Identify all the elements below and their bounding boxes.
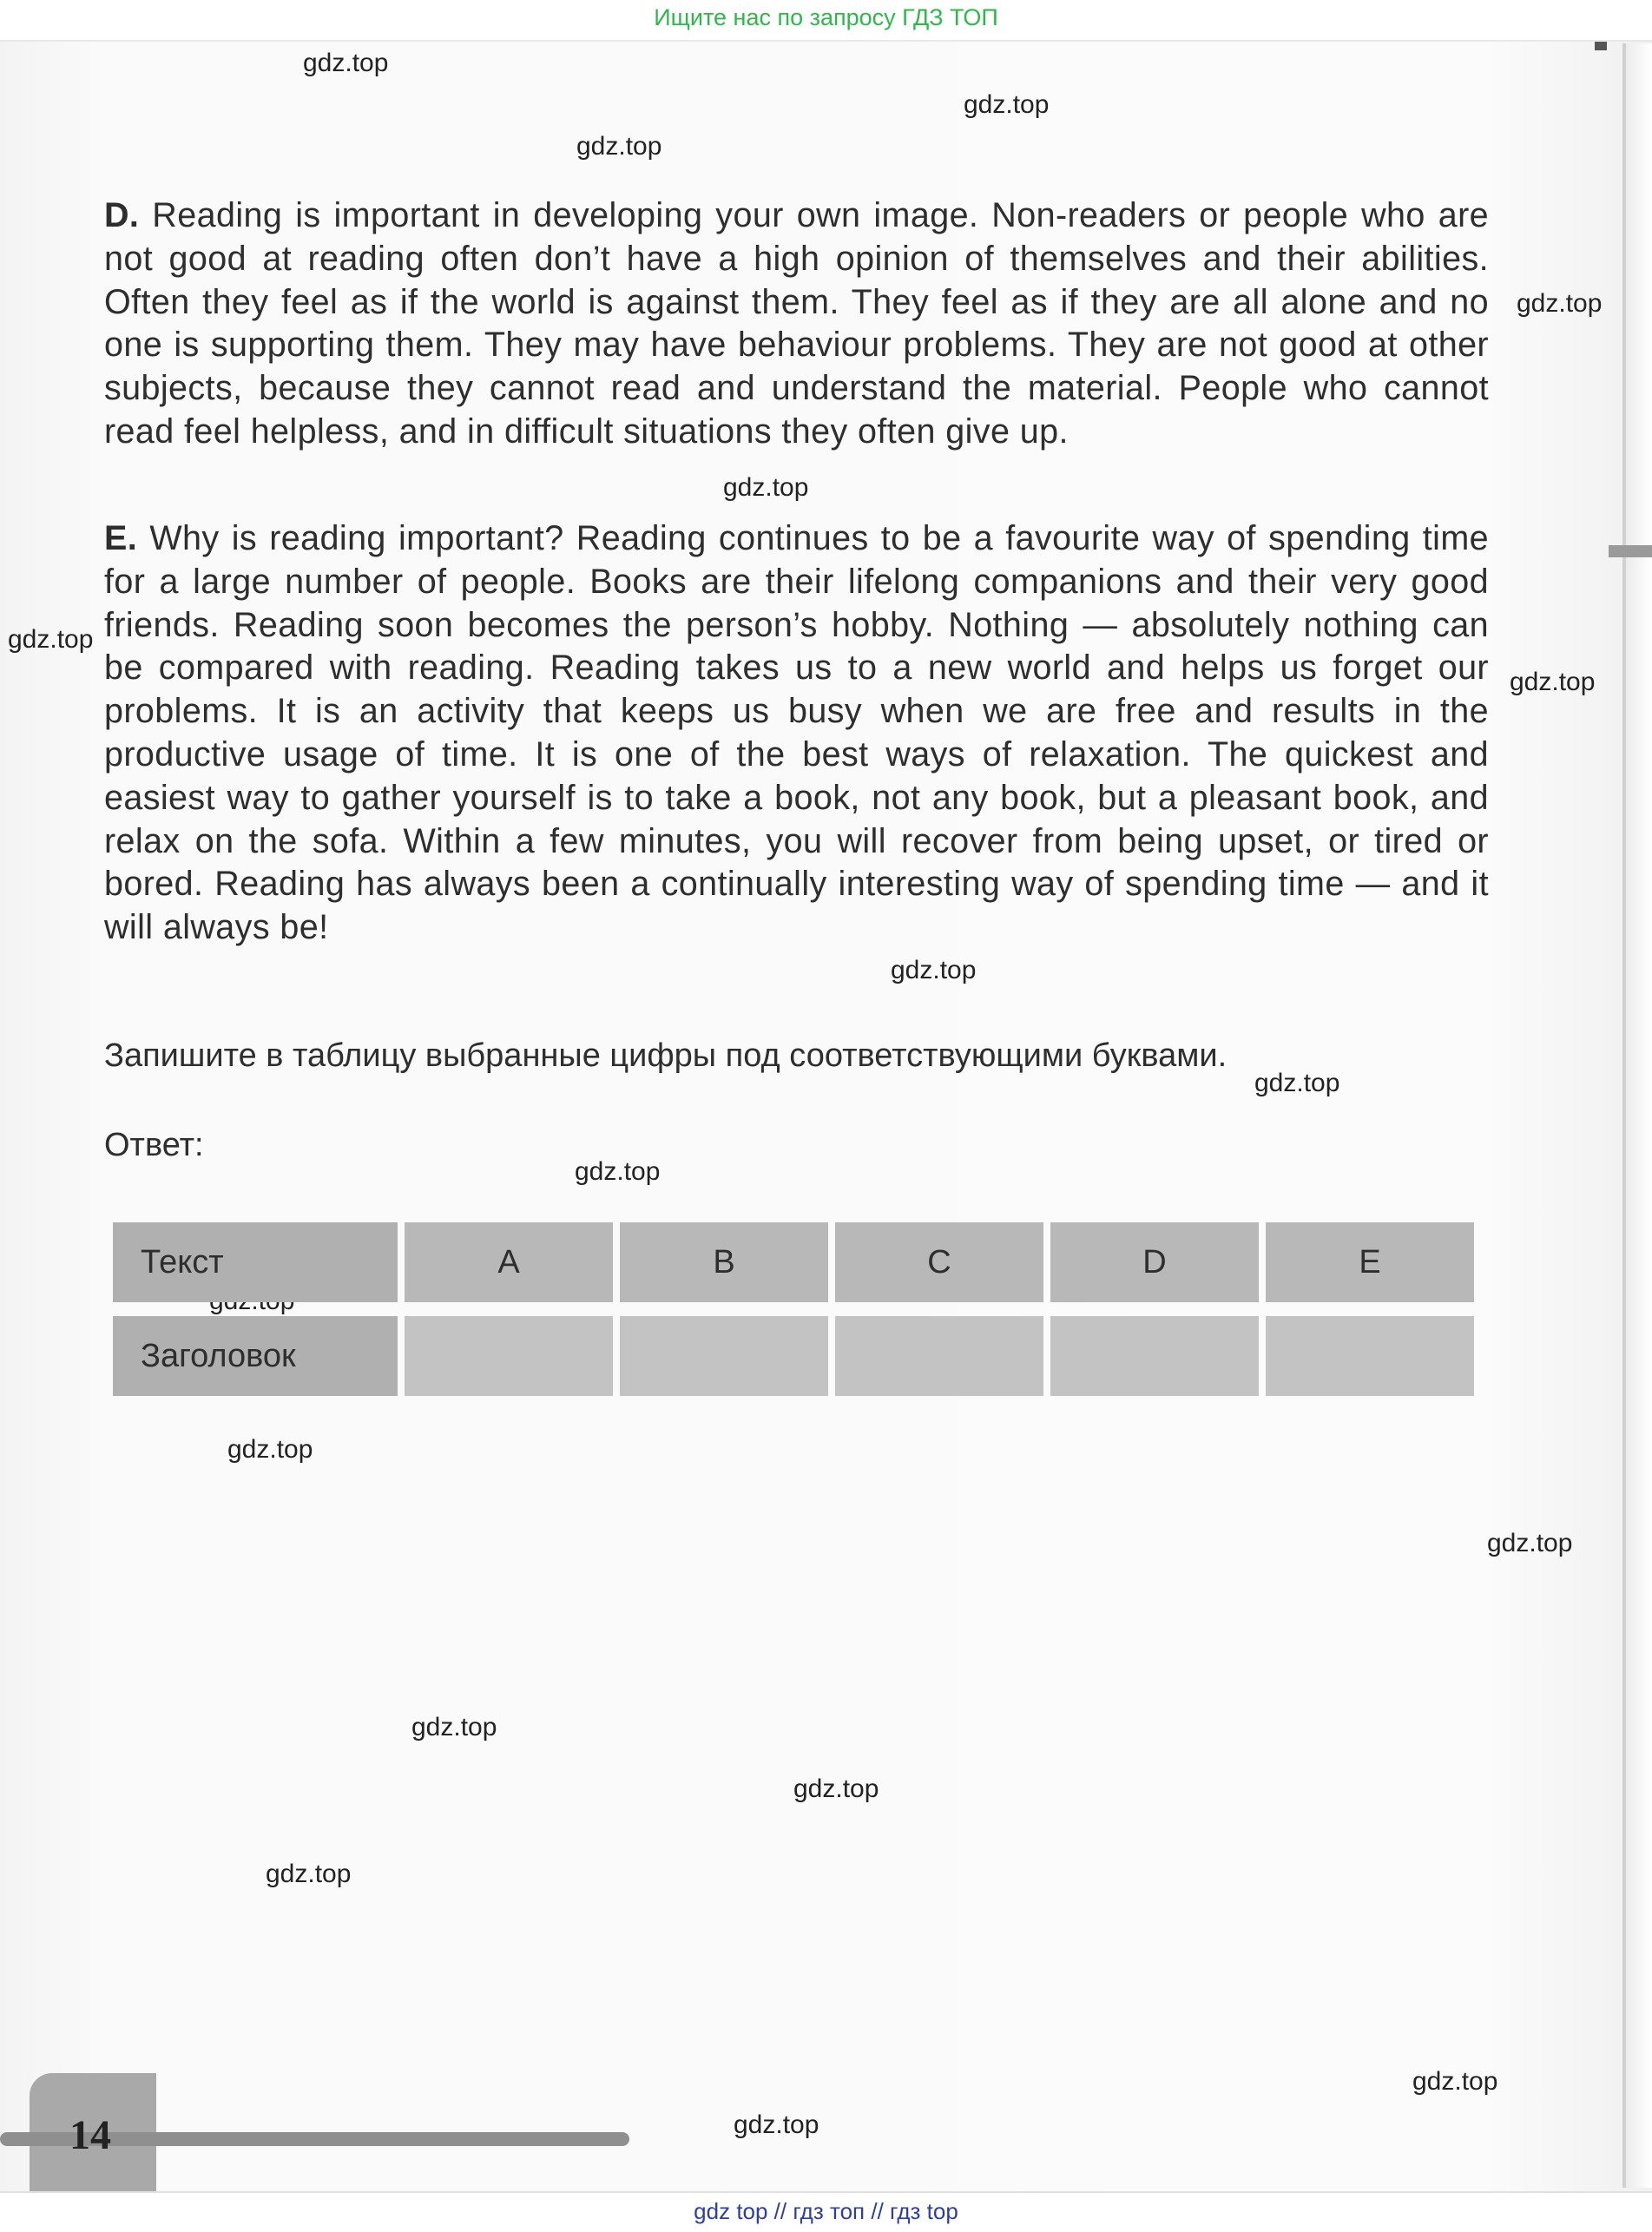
page-edge-tab	[1609, 545, 1652, 557]
footer-banner[interactable]	[0, 2193, 1652, 2232]
answer-cell-e[interactable]	[1266, 1316, 1474, 1396]
watermark: gdz.top	[8, 625, 94, 654]
paragraph-label: D.	[104, 196, 140, 234]
paragraph-e	[104, 517, 1489, 950]
page-edge-notch	[1595, 42, 1607, 50]
watermark: gdz.top	[1412, 2067, 1498, 2096]
top-banner[interactable]	[0, 0, 1652, 40]
answer-cell-c[interactable]	[835, 1316, 1043, 1396]
top-divider	[0, 40, 1652, 42]
watermark: gdz.top	[303, 49, 389, 77]
watermark: gdz.top	[793, 1774, 879, 1803]
watermark: gdz.top	[964, 90, 1050, 119]
paragraph-text: Reading is important in developing your own image. Non-readers or people who are not good at reading often don’t have a high opinion of themselves and their abilities. Often they feel as if the world is against them. They feel as if they are all alone and no one is supporting them. They may have behaviour problems. They are not good at other subjects, because they cannot read and understand the material. People who cannot read feel helpless, and in difficult situations they often give up.	[104, 196, 1490, 451]
column-header-a: A	[405, 1222, 613, 1302]
column-header-b: B	[620, 1222, 828, 1302]
answer-label: Ответ:	[104, 1127, 204, 1163]
watermark: gdz.top	[266, 1860, 352, 1888]
answer-cell-a[interactable]	[405, 1316, 613, 1396]
watermark: gdz.top	[1254, 1069, 1340, 1097]
page-number: 14	[69, 2112, 111, 2158]
paragraph-d	[104, 194, 1489, 454]
row-header-text: Текст	[113, 1222, 398, 1302]
answer-cell-b[interactable]	[620, 1316, 828, 1396]
table-row	[113, 1222, 1474, 1302]
answer-cell-d[interactable]	[1050, 1316, 1259, 1396]
paragraph-label: E.	[104, 519, 138, 557]
watermark: gdz.top	[227, 1435, 313, 1464]
watermark: gdz.top	[891, 956, 977, 984]
watermark: gdz.top	[576, 132, 662, 161]
watermark: gdz.top	[723, 473, 809, 502]
paragraph-text: Why is reading important? Reading continues to be a favourite way of spending time for a large number of people. Books are their lifelong companions and their very good friends. Reading soon becomes the person’s hobby. Nothing — absolutely nothing can be compared with reading. Reading takes us to a new world and helps us forget our problems. It is an activity that keeps us busy when we are free and results in the productive usage of time. It is one of the best ways of relaxation. The quickest and easiest way to gather yourself is to take a book, not any book, but a pleasant book, and relax on the sofa. Within a few minutes, you will recover from being upset, or tired or bored. Reading has always been a continually interesting way of spending time — and it will always be!	[104, 519, 1490, 947]
column-header-c: C	[835, 1222, 1043, 1302]
watermark: gdz.top	[575, 1157, 661, 1186]
top-banner-text: Ищите нас по запросу ГДЗ ТОП	[654, 4, 998, 30]
page-edge	[1622, 43, 1626, 2188]
watermark: gdz.top	[734, 2110, 819, 2139]
watermark: gdz.top	[1487, 1529, 1573, 1557]
page-edge-shadow	[1626, 43, 1652, 2188]
footer-text: gdz top // гдз топ // гдз top	[694, 2198, 958, 2224]
column-header-d: D	[1050, 1222, 1259, 1302]
watermark: gdz.top	[1510, 668, 1596, 696]
column-header-e: E	[1266, 1222, 1474, 1302]
watermark: gdz.top	[1517, 289, 1603, 318]
watermark: gdz.top	[411, 1713, 497, 1741]
instruction: Запишите в таблицу выбранные цифры под соответствующими буквами.	[104, 1037, 1227, 1074]
table-row	[113, 1316, 1474, 1396]
row-header-title: Заголовок	[113, 1316, 398, 1396]
